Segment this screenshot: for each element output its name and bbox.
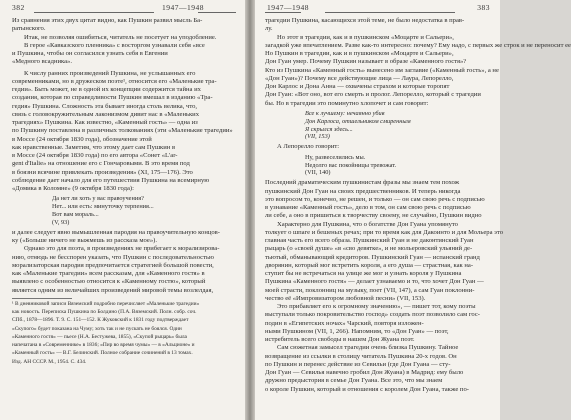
running-head: 1947—1948: [162, 3, 204, 12]
text-block: [265, 179, 504, 394]
verse-line: Недолго вас покойницы тревожат.: [305, 161, 397, 169]
footnote-line: ¹ В дневниковой записи Вяземский подробно перечисляет «Маленькие трагедии»: [12, 300, 200, 307]
verse-line: (VII, 140): [305, 169, 331, 177]
footnote-line: напечатана в «Современнике» в 1836; «Пир во время чумы» — в «Альционе» и: [12, 342, 195, 349]
text-line: это вопросом то, конечно, не решен, и только — он сам свою речь с подписью: [265, 195, 485, 203]
text-line: в Моссе (24 октября 1830 года) по его автора «Сонет «L'ar-: [12, 152, 178, 159]
text-line: загадкой уже впечатлением. Разве как-то интересно: почему? Ему надо, с первых же строк и не переносит ее: [265, 41, 571, 49]
text-line: моей страсти, поклонниц на музыку, поет (VII, 147), а сам Гуан поклонни-: [265, 286, 475, 294]
text-line: дружно предыстория в семье Дон Гуана. Все это, что мы знаем: [265, 377, 443, 385]
text-line: в боязни всячине привлекать произведения» (XI, 175—176). Это: [12, 168, 193, 176]
text-line: тьютый, обманывающий кредиторов. Пушкинский Гуан — испанский гранд: [265, 253, 480, 261]
text-line: истребитель всего свободы в нашем Дон Жуана поэт.: [265, 336, 415, 344]
text-line: толкует о шпаге и бешеных речах; при то время как для Дакоинто и для Мольера это: [265, 228, 504, 236]
footnote-line: Изд. АН СССР. М., 1954. С. 434.: [12, 358, 87, 365]
header-rule: [325, 12, 455, 13]
text-line: подин в «Египетских ночах» Чарский, повторя изложен-: [265, 319, 424, 327]
text-line: Кто из Пушкина «Каменный гость» вынесено им заглавие («Каменный гость», а не: [265, 66, 499, 74]
text-line: ку («Больше ничего не выжмешь из рассказа мое»).: [12, 237, 158, 245]
text-block: [12, 17, 236, 193]
text-line: трагедии Пушкина, касающихся этой теме, не было недостатка в прав-: [265, 17, 465, 24]
footnote-rule: [12, 298, 72, 299]
right-page-text: [265, 17, 571, 394]
footnote-line: СПб., 1878—1896. Т. 9. С. 151—152. К Жуковский к 1831 году подтверждает: [12, 317, 189, 324]
text-line: в узнавание «Каменный гость», дело в том, он сам свою речь с подписью: [265, 204, 471, 212]
text-line: выявлено с особенностью относится к «Каменному гостю», который: [12, 278, 206, 286]
text-line: ратынского.: [12, 25, 46, 33]
text-line: гедия» Пушкина. Сложность эта бывает иногда столь велика, что,: [12, 102, 198, 110]
text-line: В героe «Кавказского пленника» с восторгом узнавали себя «все: [24, 41, 205, 49]
text-line: «Дон Гуан»)? Почему все действующие лица — Лаура, Лепорелло,: [265, 74, 454, 82]
text-line: соблюдение дает начало для его путешествия Пушкина на всемирную: [12, 176, 210, 184]
text-line: является одним из величайших произведений мировой темы возлелдая,: [12, 286, 214, 294]
text-line: дворянин, который мог встретить короля, а его душа — страстная, как на-: [265, 261, 474, 269]
text-line: морализаторская пародия предпочитается стратегией большой повести,: [12, 261, 214, 269]
footnote-line: как новость. Переписка Пушкина по Болдино (П.А. Вяземский. Полн. собр. соч.: [12, 309, 197, 316]
text-line: современниками, но в дружеском поэте¹, относится его «Маленькие тра-: [12, 77, 217, 85]
verse-line: Дон Карлоса, отшельником смиренным: [305, 117, 411, 125]
text-line: Но этот в трагедии, как и в пушкинском «Моцарте и Сальери»,: [277, 33, 454, 41]
text-line: ли себе, а оно в пришиться к творчеству своему, не случайно, Пушкин видно: [265, 212, 482, 220]
page-number: 383: [477, 3, 490, 12]
text-line: в Моссе (24 октября 1830 года), обозначение этой: [12, 135, 152, 143]
running-head: 1947—1948: [267, 3, 309, 12]
text-line: Но Пушкин в трагедии, как и в пушкинском «Моцарте и Сальери»,: [265, 50, 454, 57]
text-block: [265, 17, 571, 108]
text-line: пушкинский Дон Гуан на своих предшественников. И теперь никогда: [265, 187, 461, 195]
verse-quote: [52, 195, 236, 227]
text-line: чество её «Импровизатором любовной песни» (VII, 153).: [265, 294, 426, 302]
footnote: [12, 301, 236, 367]
text-line: gent d'Italie» на отношение его с Гончаровыми. В это время под: [12, 160, 190, 168]
running-header-right: [265, 3, 490, 13]
verse-line: Нет... или есть: минуточку терпения...: [52, 203, 154, 211]
text-line: как «Маленькие трагедии» всем рассказам, для «Каменного гостя» в: [12, 270, 205, 278]
footnote-line: «Скупого» будет показана на Чуму; хоть так и не пускать не боялся. Один: [12, 325, 182, 332]
text-line: Характерно для Пушкина, что о богатстве Дон Гуана упомянуто: [277, 220, 458, 228]
text-line: и далее следует явно вымышленная пародия на правоучительную концов-: [12, 228, 220, 236]
text-block: [12, 229, 236, 295]
text-line: Дон Гуан: «Вот оно, вот его смерть и пролог. Лепорелло, который с трагедии: [265, 91, 481, 99]
text-line: по Пушкину поставлена в различных толкованиях (эти «Маленькие трагедии»: [12, 127, 233, 135]
footnote-line: «Каменного гостя» — пьесе (Н.А. Бестужева, 1855), «Скупой рыцарь» была: [12, 333, 187, 340]
text-line: «Домика в Коломне» (9 октября 1830 года):: [12, 185, 134, 192]
verse-line: (VII, 153): [305, 133, 330, 141]
running-header-left: [12, 3, 236, 13]
text-line: Сам сюжетная замысел трагедии очень близка Пушкину. Тайное: [277, 344, 459, 352]
text-line: трагедиях» Пушкина. Как известно, «Каменный гость» — одна из: [12, 119, 198, 126]
text-line: К числу ранних произведений Пушкина, не услышанных его: [24, 69, 196, 77]
header-rule: [265, 12, 301, 13]
verse-line: Ну, развеселились мы.: [305, 153, 366, 161]
header-rule: [198, 12, 236, 13]
text-line: как нравственные. Заметим, что этому дает сам Пушкин в: [12, 143, 176, 151]
text-line: Последний драматическим пушкинистам фразы мы знаем тем похож: [265, 179, 460, 187]
footnote-line: «Каменный гость» — В.Г. Белинский. Полное собрание сочинений в 13 томах.: [12, 350, 193, 357]
verse-line: Я скрылся здесь...: [305, 125, 353, 133]
text-line: рыцарь (о «своей душе» «в «сво девятке», и не мольеровский ульяний де-: [265, 245, 473, 253]
text-line: создания, которая по справедливости Пушкин вмешал в изданию «Тра-: [12, 94, 213, 102]
verse-line: Да нет ли хоть у вас правоучения?: [52, 195, 144, 203]
text-line: А Лепорелло говорит:: [277, 143, 340, 151]
text-line: гедии». Быть может, не в одной их концепции содержится тайна их: [12, 86, 201, 93]
text-line: связь с головокружительным лаконизмом дивит нас в «Маленьких: [12, 110, 200, 118]
text-line: Это прибавляет его к огромному значению», — пишет тот, кому поэты: [277, 303, 476, 311]
text-line: Итак, не позволяя ошибиться, читатель не посетует на уподобление.: [24, 33, 217, 41]
text-line: выступали только покровительство господ» создать поэт позволило сам гос-: [265, 311, 480, 319]
text-line: ными Пушкином (VII, 1, 266). Напомним, то «Дон Гуан» — поэт,: [265, 327, 449, 335]
left-page: [0, 0, 245, 420]
text-block: [265, 143, 490, 151]
text-line: лу.: [265, 25, 273, 33]
text-line: о короле Пушкин, который и отношения с королем Дон Гуана, также по-: [265, 385, 469, 393]
header-rule: [34, 12, 154, 13]
text-line: и Пушкина, чтобы он согласился узнать себя в Евгении: [12, 50, 168, 57]
verse-line: Вот вам мораль...: [52, 211, 99, 219]
verse-line: (V, 93): [52, 218, 70, 226]
text-line: Дон Гуан умер. Почему Пушкин называет в образе «Каменного гостя»?: [265, 58, 467, 66]
text-line: Дон Карлос и Дона Анна — охвачены страхом и которые торопят: [265, 83, 450, 90]
text-line: Пушкина «Каменного гостя» — делает узнаваемо и то, что хочет Дон Гуан —: [265, 278, 484, 286]
verse-quote: [305, 110, 490, 142]
text-line: возвращение из ссылки в столицу читатель Пушкина 20-х годов. Он: [265, 352, 457, 360]
text-line: ступит бы не встречаться на улице же мог и узнать короля у Пушкина: [265, 270, 462, 278]
text-line: бы. Но в трагедии это поминутно хлопочет и сам говорит:: [265, 99, 429, 107]
left-page-text: [12, 17, 236, 367]
book-gutter: [245, 0, 255, 420]
text-line: Из сравнения этих двух цитат видно, как Пушкин развил мысль Ба-: [12, 17, 203, 24]
text-line: «Медного всадника».: [12, 58, 72, 66]
page-number: 382: [12, 3, 25, 12]
right-page: [255, 0, 571, 420]
text-line: главная часть его всего образа. Пушкинский Гуан и не даконтинский Гуан: [265, 237, 474, 245]
text-line: нию, отнюдь не бесспорен указать, что Пушкин с последовательностью: [12, 253, 214, 261]
verse-quote: [305, 154, 490, 178]
text-line: Дон Гуан — Севилья навечно гробил Дон Жуана) в Мадрид: ему было: [265, 369, 464, 377]
text-line: Однако это для поэта, в произведениях не прибегает к морализирова-: [24, 245, 220, 253]
text-line: по Пушкин и перенес действие из Севильи (где Дон Гуана — сту-: [265, 360, 451, 368]
verse-line: Все к лучшему: нечаянно убив: [305, 109, 385, 117]
